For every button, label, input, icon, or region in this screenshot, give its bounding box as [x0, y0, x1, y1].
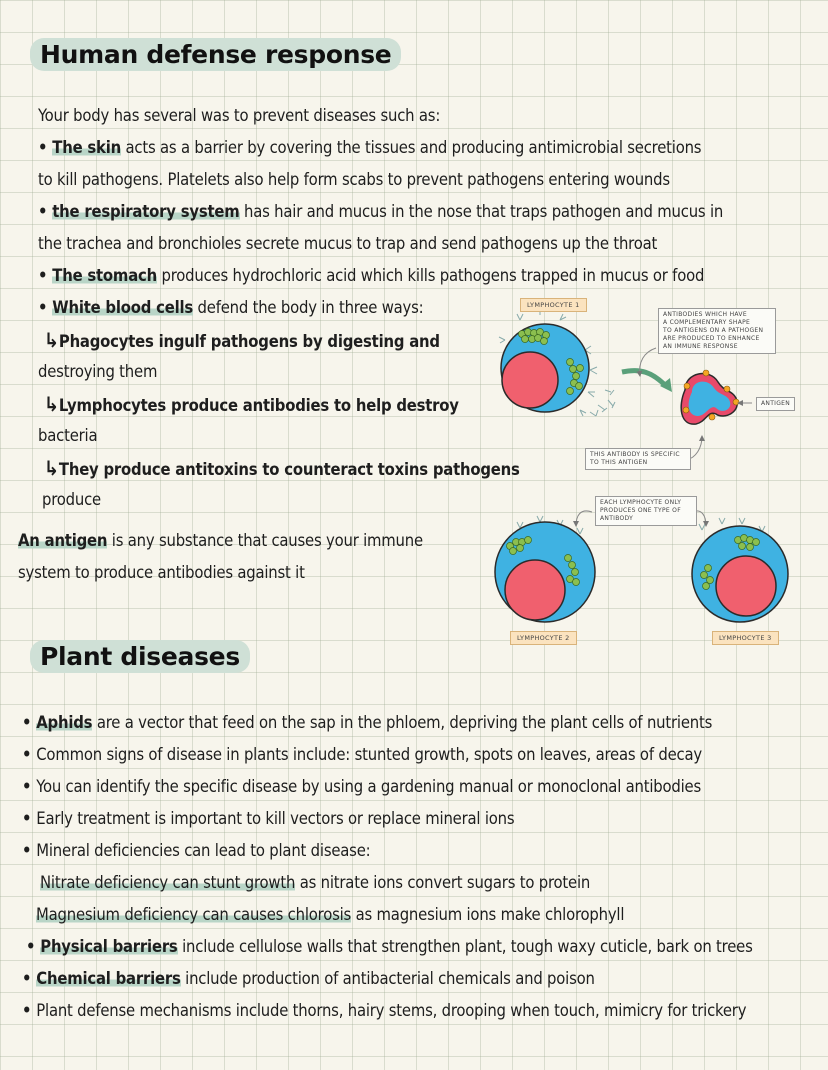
section-title-plant: Plant diseases — [30, 640, 250, 673]
term-aphids: Aphids — [36, 713, 93, 732]
term-nitrate: Nitrate deficiency can stunt growth — [40, 873, 296, 892]
sub-item-lymphocytes-cont: bacteria — [38, 426, 98, 445]
label-lymphocyte-1: LYMPHOCYTE 1 — [520, 298, 587, 312]
note-specific: THIS ANTIBODY IS SPECIFIC TO THIS ANTIGEN — [585, 448, 691, 470]
intro-text: Your body has several was to prevent diseases such as: — [38, 106, 441, 125]
note-antibodies: ANTIBODIES WHICH HAVE A COMPLEMENTARY SHAPE TO ANTIGENS ON A PATHOGEN ARE PRODUCED TO ENHANCE AN IMMUNE RESPONSE — [658, 308, 776, 354]
sub-item-antitoxins-cont: produce — [42, 490, 101, 509]
list-item-wbc: • White blood cells defend the body in three ways: — [38, 298, 424, 317]
list-item-signs: • Common signs of disease in plants include: stunted growth, spots on leaves, areas of decay — [22, 745, 702, 764]
term-stomach: The stomach — [52, 266, 157, 285]
list-item-treatment: • Early treatment is important to kill vectors or replace mineral ions — [22, 809, 515, 828]
list-item-mineral: • Mineral deficiencies can lead to plant disease: — [22, 841, 371, 860]
list-item-mechanisms: • Plant defense mechanisms include thorns, hairy stems, drooping when touch, mimicry for trickery — [22, 1001, 747, 1020]
list-item-stomach: • The stomach produces hydrochloric acid which kills pathogens trapped in mucus or food — [38, 266, 705, 285]
antigen-definition: An antigen is any substance that causes your immune — [18, 531, 423, 550]
page-title: Human defense response — [30, 38, 401, 71]
list-item-aphids: • Aphids are a vector that feed on the sap in the phloem, depriving the plant cells of nutrients — [22, 713, 713, 732]
list-item-skin: • The skin acts as a barrier by covering the tissues and producing antimicrobial secretions — [38, 138, 702, 157]
term-respiratory: the respiratory system — [52, 202, 240, 221]
sub-item-antitoxins: ↳They produce antitoxins to counteract toxins pathogens — [44, 456, 520, 480]
turn-arrow-icon: ↳ — [44, 328, 59, 352]
turn-arrow-icon: ↳ — [44, 392, 59, 416]
label-antigen: ANTIGEN — [756, 397, 795, 411]
sub-item-phagocytes: ↳Phagocytes ingulf pathogens by digesting and — [44, 328, 440, 352]
term-chemical: Chemical barriers — [36, 969, 181, 988]
term-wbc: White blood cells — [52, 298, 194, 317]
sub-item-lymphocytes: ↳Lymphocytes produce antibodies to help destroy — [44, 392, 459, 416]
lymphocyte-1-cell — [499, 304, 615, 416]
list-item-nitrate: Nitrate deficiency can stunt growth as nitrate ions convert sugars to protein — [40, 873, 591, 892]
list-item-identify: • You can identify the specific disease by using a gardening manual or monoclonal antibodies — [22, 777, 702, 796]
lymphocyte-3-cell — [692, 518, 788, 622]
pathogen-shape — [681, 370, 739, 424]
list-item-chemical: • Chemical barriers include production of antibacterial chemicals and poison — [22, 969, 595, 988]
note-each-lymphocyte: EACH LYMPHOCYTE ONLY PRODUCES ONE TYPE OF ANTIBODY — [595, 496, 697, 526]
turn-arrow-icon: ↳ — [44, 456, 59, 480]
list-item-magnesium: Magnesium deficiency can causes chlorosis as magnesium ions make chlorophyll — [36, 905, 625, 924]
list-item-physical: • Physical barriers include cellulose walls that strengthen plant, tough waxy cuticle, bark on trees — [26, 937, 753, 956]
lymphocyte-2-cell — [495, 516, 595, 622]
term-antigen: An antigen — [18, 531, 108, 550]
list-item-respiratory: • the respiratory system has hair and mucus in the nose that traps pathogen and mucus in — [38, 202, 724, 221]
term-magnesium: Magnesium deficiency can causes chlorosis — [36, 905, 352, 924]
sub-item-phagocytes-cont: destroying them — [38, 362, 158, 381]
antigen-definition-cont: system to produce antibodies against it — [18, 563, 305, 582]
list-item-skin-cont: to kill pathogens. Platelets also help form scabs to prevent pathogens entering wounds — [38, 170, 670, 189]
label-lymphocyte-3: LYMPHOCYTE 3 — [712, 631, 779, 645]
term-physical: Physical barriers — [40, 937, 178, 956]
label-lymphocyte-2: LYMPHOCYTE 2 — [510, 631, 577, 645]
list-item-respiratory-cont: the trachea and bronchioles secrete mucus to trap and send pathogens up the throat — [38, 234, 658, 253]
term-skin: The skin — [52, 138, 121, 157]
